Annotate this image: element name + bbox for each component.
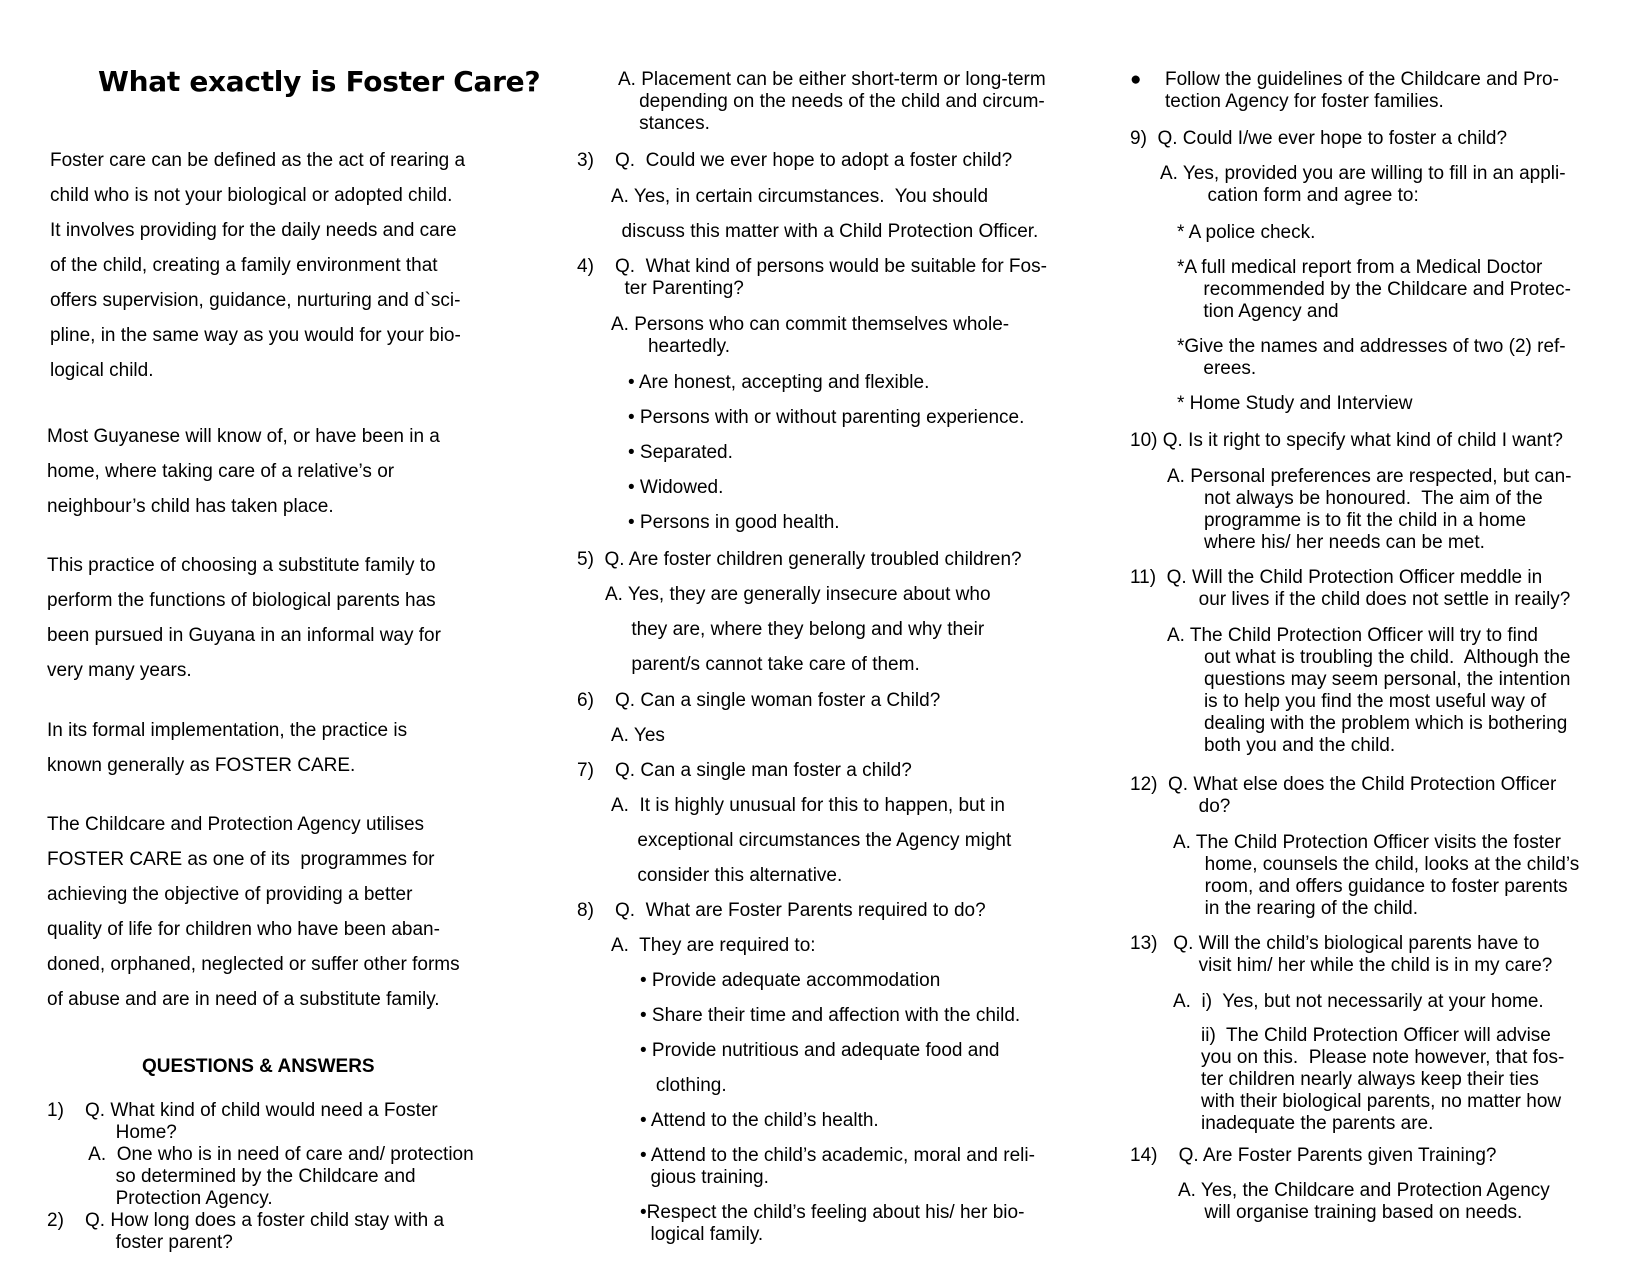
question-10: 10) Q. Is it right to specify what kind of child I want?: [1130, 430, 1563, 451]
bullet-item: • Widowed.: [628, 477, 724, 498]
text-line: very many years.: [47, 660, 192, 681]
qa-heading: QUESTIONS & ANSWERS: [142, 1056, 375, 1077]
answer-8-bullets: [640, 970, 1035, 1246]
text-line: A. The Child Protection Officer visits the foster: [1173, 832, 1561, 853]
text-line: 13) Q. Will the child’s biological parents have to: [1130, 933, 1540, 954]
text-line: A. It is highly unusual for this to happen, but in: [611, 795, 1005, 816]
text-line: questions may seem personal, the intention: [1167, 669, 1571, 690]
answer-9: [1160, 163, 1566, 207]
question-14: 14) Q. Are Foster Parents given Training?: [1130, 1145, 1497, 1166]
text-line: Home?: [47, 1122, 177, 1143]
text-line: room, and offers guidance to foster parents: [1173, 876, 1568, 897]
bullet-item: • Persons in good health.: [628, 512, 840, 533]
intro-paragraph-4: [47, 720, 407, 777]
text-line: logical family.: [640, 1224, 764, 1245]
answer-5: [605, 584, 991, 676]
text-line: depending on the needs of the child and circum-: [618, 91, 1045, 112]
question-11: [1130, 567, 1570, 611]
bullet-item: • Attend to the child’s health.: [640, 1110, 879, 1131]
answer-10: [1167, 466, 1572, 554]
text-line: out what is troubling the child. Although the: [1167, 647, 1571, 668]
qa-list-col1: [47, 1100, 474, 1254]
text-line: erees.: [1177, 358, 1257, 379]
text-line: will organise training based on needs.: [1178, 1202, 1523, 1223]
text-line: you on this. Please note however, that fos-: [1201, 1047, 1565, 1068]
bullet-item: • Attend to the child’s academic, moral and reli-: [640, 1145, 1035, 1166]
bullet-item: • Separated.: [628, 442, 733, 463]
text-line: home, where taking care of a relative’s or: [47, 461, 395, 482]
text-line: consider this alternative.: [611, 865, 843, 886]
text-line: both you and the child.: [1167, 735, 1396, 756]
text-line: where his/ her needs can be met.: [1167, 532, 1485, 553]
text-line: recommended by the Childcare and Protec-: [1177, 279, 1571, 300]
text-line: logical child.: [50, 360, 154, 381]
text-line: do?: [1130, 796, 1231, 817]
bullet-item: • Persons with or without parenting experience.: [628, 407, 1025, 428]
text-line: quality of life for children who have been aban-: [47, 919, 440, 940]
text-line: A. The Child Protection Officer will try to find: [1167, 625, 1539, 646]
text-line: 12) Q. What else does the Child Protection Officer: [1130, 774, 1557, 795]
text-line: Protection Agency.: [47, 1188, 273, 1209]
intro-paragraph-5: [47, 814, 460, 1011]
text-line: FOSTER CARE as one of its programmes for: [47, 849, 435, 870]
text-line: ter children nearly always keep their ties: [1201, 1069, 1539, 1090]
text-line: 11) Q. Will the Child Protection Officer meddle in: [1130, 567, 1543, 588]
text-line: with their biological parents, no matter how: [1201, 1091, 1562, 1112]
text-line: known generally as FOSTER CARE.: [47, 755, 356, 776]
answer-3: [611, 186, 1038, 243]
text-line: A. Yes, the Childcare and Protection Agency: [1178, 1180, 1550, 1201]
text-line: ii) The Child Protection Officer will advise: [1201, 1025, 1551, 1046]
page-title: What exactly is Foster Care?: [98, 65, 541, 98]
text-line: clothing.: [640, 1075, 727, 1096]
question-2: 2) Q. How long does a foster child stay with a: [47, 1210, 445, 1231]
bullet-item: • Provide adequate accommodation: [640, 970, 941, 991]
answer-13-part-ii: [1201, 1025, 1564, 1135]
question-7: 7) Q. Can a single man foster a child?: [577, 760, 912, 781]
text-line: A. Placement can be either short-term or long-term: [618, 69, 1046, 90]
bullet-item: • Provide nutritious and adequate food and: [640, 1040, 1000, 1061]
question-1: 1) Q. What kind of child would need a Foster: [47, 1100, 438, 1121]
text-line: A. Yes, they are generally insecure about who: [605, 584, 991, 605]
requirement-item: * A police check.: [1177, 222, 1316, 243]
text-line: Foster care can be defined as the act of rearing a: [50, 150, 466, 171]
text-line: not always be honoured. The aim of the: [1167, 488, 1543, 509]
intro-paragraph-3: [47, 555, 441, 682]
text-line: A. Persons who can commit themselves whole-: [611, 314, 1010, 335]
text-line: 4) Q. What kind of persons would be suitable for Fos-: [577, 256, 1047, 277]
text-line: In its formal implementation, the practice is: [47, 720, 408, 741]
text-line: gious training.: [640, 1167, 769, 1188]
text-line: in the rearing of the child.: [1173, 898, 1419, 919]
question-12: [1130, 774, 1556, 818]
text-line: inadequate the parents are.: [1201, 1113, 1434, 1134]
text-line: exceptional circumstances the Agency might: [611, 830, 1012, 851]
answer-2: [618, 69, 1046, 135]
bullet-item: • Are honest, accepting and flexible.: [628, 372, 930, 393]
text-line: been pursued in Guyana in an informal way for: [47, 625, 441, 646]
text-line: Most Guyanese will know of, or have been in a: [47, 426, 440, 447]
text-line: pline, in the same way as you would for your bio-: [50, 325, 461, 346]
answer-1: A. One who is in need of care and/ protection: [47, 1144, 474, 1165]
intro-paragraph-1: [50, 150, 465, 382]
text-line: discuss this matter with a Child Protection Officer.: [611, 221, 1039, 242]
bullet-item: • Share their time and affection with the child.: [640, 1005, 1021, 1026]
question-9: 9) Q. Could I/we ever hope to foster a child?: [1130, 128, 1508, 149]
answer-4: [611, 314, 1009, 358]
text-line: our lives if the child does not settle in reaily?: [1130, 589, 1571, 610]
text-line: foster parent?: [47, 1232, 233, 1253]
text-line: The Childcare and Protection Agency utilises: [47, 814, 425, 835]
text-line: A. Yes, in certain circumstances. You should: [611, 186, 989, 207]
requirement-item: *Give the names and addresses of two (2) ref-: [1177, 336, 1566, 357]
answer-12: [1173, 832, 1579, 920]
bullet-item: •Respect the child’s feeling about his/ her bio-: [640, 1202, 1025, 1223]
bullet-dot-icon: ●: [1130, 69, 1142, 90]
answer-6: A. Yes: [611, 725, 665, 746]
text-line: programme is to fit the child in a home: [1167, 510, 1527, 531]
text-line: Follow the guidelines of the Childcare and Pro-: [1165, 69, 1559, 90]
bullet-follow-guidelines: [1165, 69, 1559, 113]
text-line: dealing with the problem which is bothering: [1167, 713, 1568, 734]
text-line: heartedly.: [611, 336, 730, 357]
text-line: perform the functions of biological parents has: [47, 590, 436, 611]
question-8: 8) Q. What are Foster Parents required to do?: [577, 900, 986, 921]
question-5: 5) Q. Are foster children generally troubled children?: [577, 549, 1022, 570]
answer-11: [1167, 625, 1570, 757]
question-4: [577, 256, 1047, 300]
question-3: 3) Q. Could we ever hope to adopt a foster child?: [577, 150, 1013, 171]
question-6: 6) Q. Can a single woman foster a Child?: [577, 690, 941, 711]
text-line: neighbour’s child has taken place.: [47, 496, 334, 517]
text-line: It involves providing for the daily needs and care: [50, 220, 457, 241]
answer-8: A. They are required to:: [611, 935, 816, 956]
answer-7: [611, 795, 1011, 887]
answer-4-bullets: [628, 372, 1024, 534]
text-line: tion Agency and: [1177, 301, 1339, 322]
text-line: is to help you find the most useful way of: [1167, 691, 1547, 712]
text-line: child who is not your biological or adopted child.: [50, 185, 453, 206]
text-line: tection Agency for foster families.: [1165, 91, 1444, 112]
answer-13-part-i: A. i) Yes, but not necessarily at your home.: [1173, 991, 1544, 1012]
requirement-item: * Home Study and Interview: [1177, 393, 1413, 414]
text-line: cation form and agree to:: [1160, 185, 1419, 206]
text-line: doned, orphaned, neglected or suffer other forms: [47, 954, 460, 975]
requirement-item: *A full medical report from a Medical Doctor: [1177, 257, 1543, 278]
text-line: so determined by the Childcare and: [47, 1166, 416, 1187]
answer-9-requirements: [1177, 222, 1571, 415]
answer-14: [1178, 1180, 1550, 1224]
text-line: ter Parenting?: [577, 278, 744, 299]
text-line: of abuse and are in need of a substitute family.: [47, 989, 440, 1010]
text-line: parent/s cannot take care of them.: [605, 654, 920, 675]
text-line: This practice of choosing a substitute family to: [47, 555, 436, 576]
text-line: stances.: [618, 113, 710, 134]
question-13: [1130, 933, 1552, 977]
text-line: of the child, creating a family environment that: [50, 255, 438, 276]
intro-paragraph-2: [47, 426, 440, 518]
text-line: they are, where they belong and why their: [605, 619, 985, 640]
text-line: A. Personal preferences are respected, but can-: [1167, 466, 1572, 487]
text-line: visit him/ her while the child is in my care?: [1130, 955, 1553, 976]
text-line: offers supervision, guidance, nurturing and d`sci-: [50, 290, 461, 311]
text-line: achieving the objective of providing a better: [47, 884, 413, 905]
text-line: home, counsels the child, looks at the child’s: [1173, 854, 1580, 875]
text-line: A. Yes, provided you are willing to fill in an appli-: [1160, 163, 1566, 184]
